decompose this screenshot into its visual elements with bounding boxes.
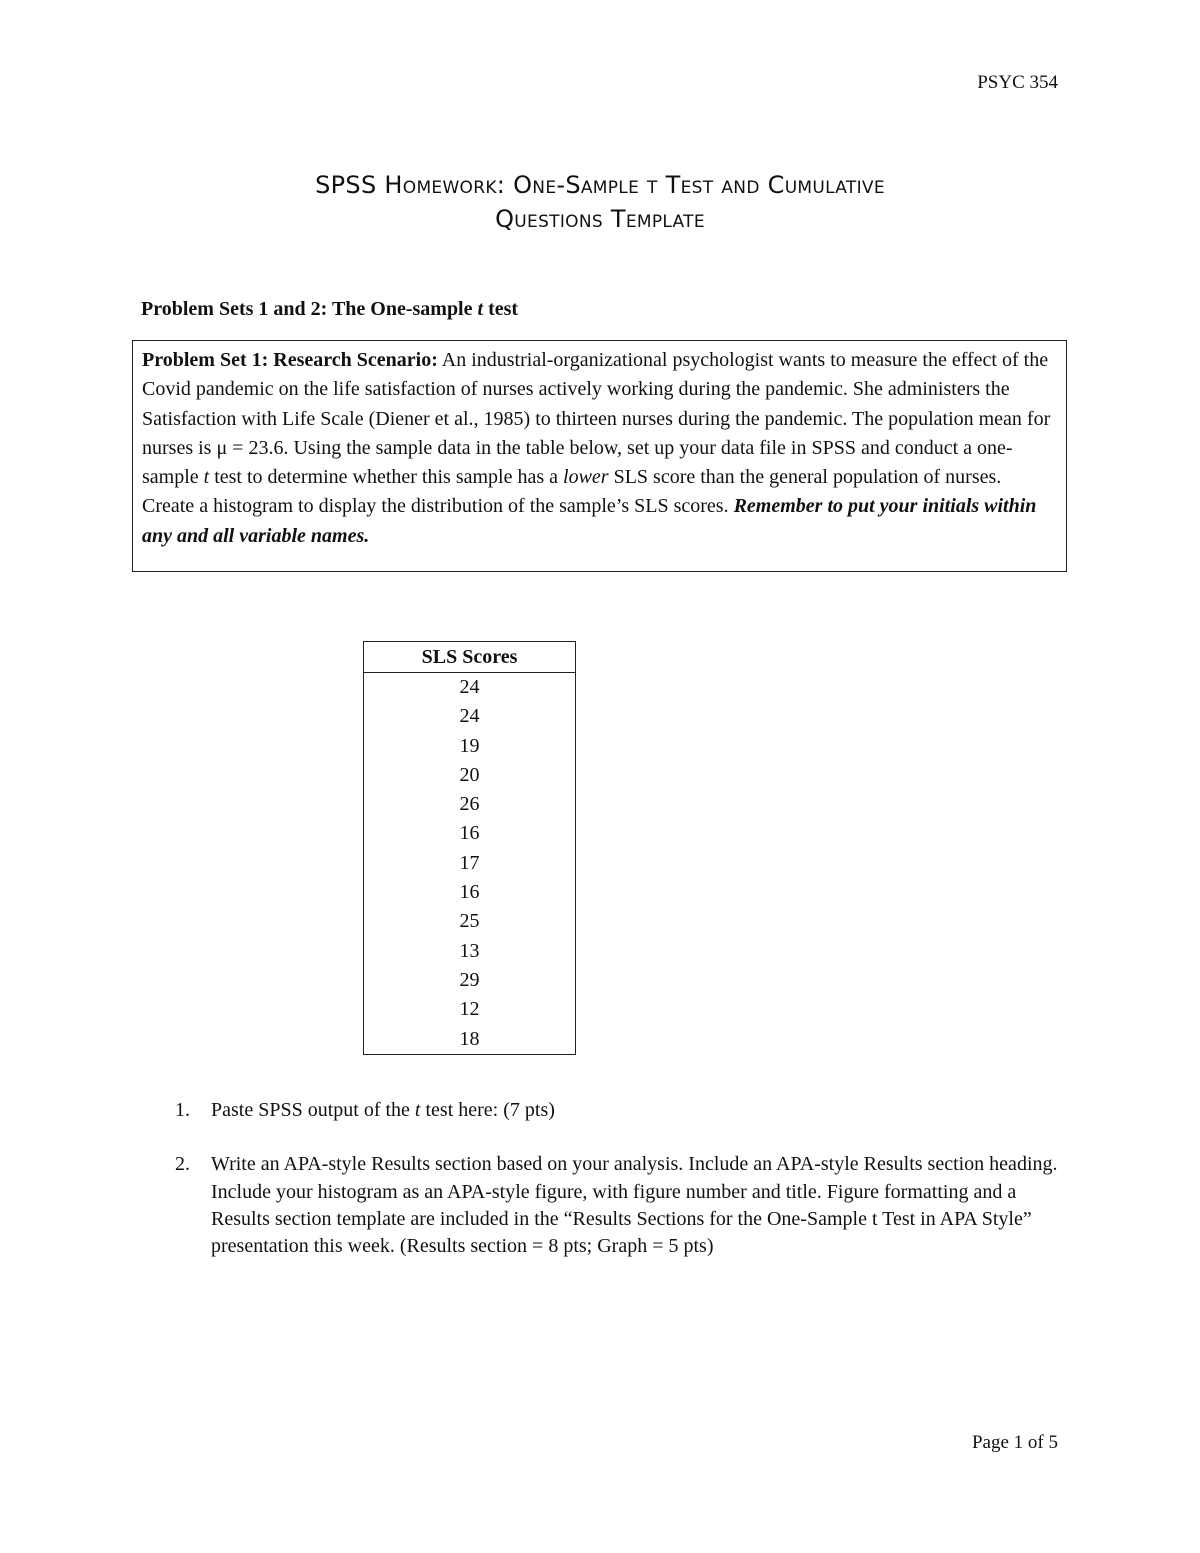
- scenario-label: Problem Set 1: Research Scenario:: [142, 349, 438, 371]
- question-1-text: Paste SPSS output of the: [211, 1099, 415, 1121]
- table-header-cell: SLS Scores: [364, 642, 576, 673]
- page-number: Page 1 of 5: [971, 1432, 1058, 1453]
- question-list: [175, 1097, 1065, 1287]
- table-cell: 20: [459, 763, 480, 786]
- scenario-reminder: Remember to put your initials within any and all variable names.: [142, 495, 1037, 547]
- sls-scores-table: [363, 641, 576, 1055]
- table-row: [364, 1025, 576, 1055]
- table-cell: 17: [459, 851, 480, 874]
- question-2-number: 2.: [175, 1153, 190, 1176]
- question-1: [175, 1097, 1065, 1124]
- table-row: [364, 673, 576, 703]
- question-1-number: 1.: [175, 1099, 190, 1121]
- table-row: [364, 761, 576, 790]
- table-row: [364, 702, 576, 731]
- section-heading-text-end: test: [483, 298, 519, 320]
- section-heading-italic-t: t: [477, 298, 484, 320]
- question-1-text-end: test here: (7 pts): [420, 1099, 555, 1121]
- table-cell: 24: [459, 676, 480, 698]
- document-title: [140, 168, 1060, 236]
- table-row: [364, 878, 576, 907]
- table-cell: 16: [459, 881, 480, 904]
- table-cell: 18: [459, 1027, 480, 1050]
- running-header: PSYC 354: [977, 72, 1058, 93]
- table-cell: 13: [459, 939, 480, 962]
- section-heading-text: Problem Sets 1 and 2: The One-sample: [141, 298, 478, 320]
- table-row: [364, 907, 576, 936]
- table-cell: 12: [459, 998, 480, 1021]
- scenario-italic-lower: lower: [563, 466, 609, 489]
- title-line-1: SPSS Homework: One-Sample t Test and Cumulative: [315, 171, 885, 199]
- scenario-text-1: An industrial-organizational psychologist wants to measure the effect of the Covid pandemic on the life satisfaction of nurses actively working during the pandemic. She administers the Satisfaction with Life Scale (Diener et al., 1985) to thirteen nurses during the pandemic. The population mean for nurses is μ = 23.6. Using the sample data in the table below, set up your data file in SPSS and conduct a one-sample: [142, 349, 1051, 489]
- question-2: [175, 1151, 1065, 1260]
- table-row: [364, 849, 576, 878]
- section-heading: [141, 298, 518, 321]
- title-line-2: Questions Template: [495, 205, 705, 233]
- question-1-italic-t: t: [414, 1099, 421, 1121]
- table-cell: 25: [459, 910, 480, 933]
- table-cell: 24: [459, 705, 480, 728]
- table-row: [364, 790, 576, 819]
- table-cell: 26: [459, 793, 480, 816]
- table-cell: 29: [459, 968, 480, 991]
- research-scenario-box: [132, 340, 1067, 572]
- table-cell: 16: [459, 822, 480, 845]
- question-2-text: Write an APA-style Results section based on your analysis. Include an APA-style Results section heading. Include your histogram as an APA-style figure, with figure number and title. Figure formatting and a Results section template are included in the “Results Sections for the One-Sample t Test in APA Style” presentation this week. (Results section = 8 pts; Graph = 5 pts): [211, 1153, 1058, 1258]
- table-cell: 19: [459, 734, 480, 757]
- table-row: [364, 995, 576, 1024]
- table-header-row: [364, 642, 576, 673]
- scenario-text-2: test to determine whether this sample has a: [209, 466, 564, 489]
- scenario-italic-t: t: [203, 466, 210, 489]
- table-row: [364, 966, 576, 995]
- table-row: [364, 819, 576, 848]
- table-row: [364, 937, 576, 966]
- scenario-text-3: SLS score than the general population of nurses. Create a histogram to display the distribution of the sample’s SLS scores.: [142, 466, 1002, 518]
- table-row: [364, 732, 576, 761]
